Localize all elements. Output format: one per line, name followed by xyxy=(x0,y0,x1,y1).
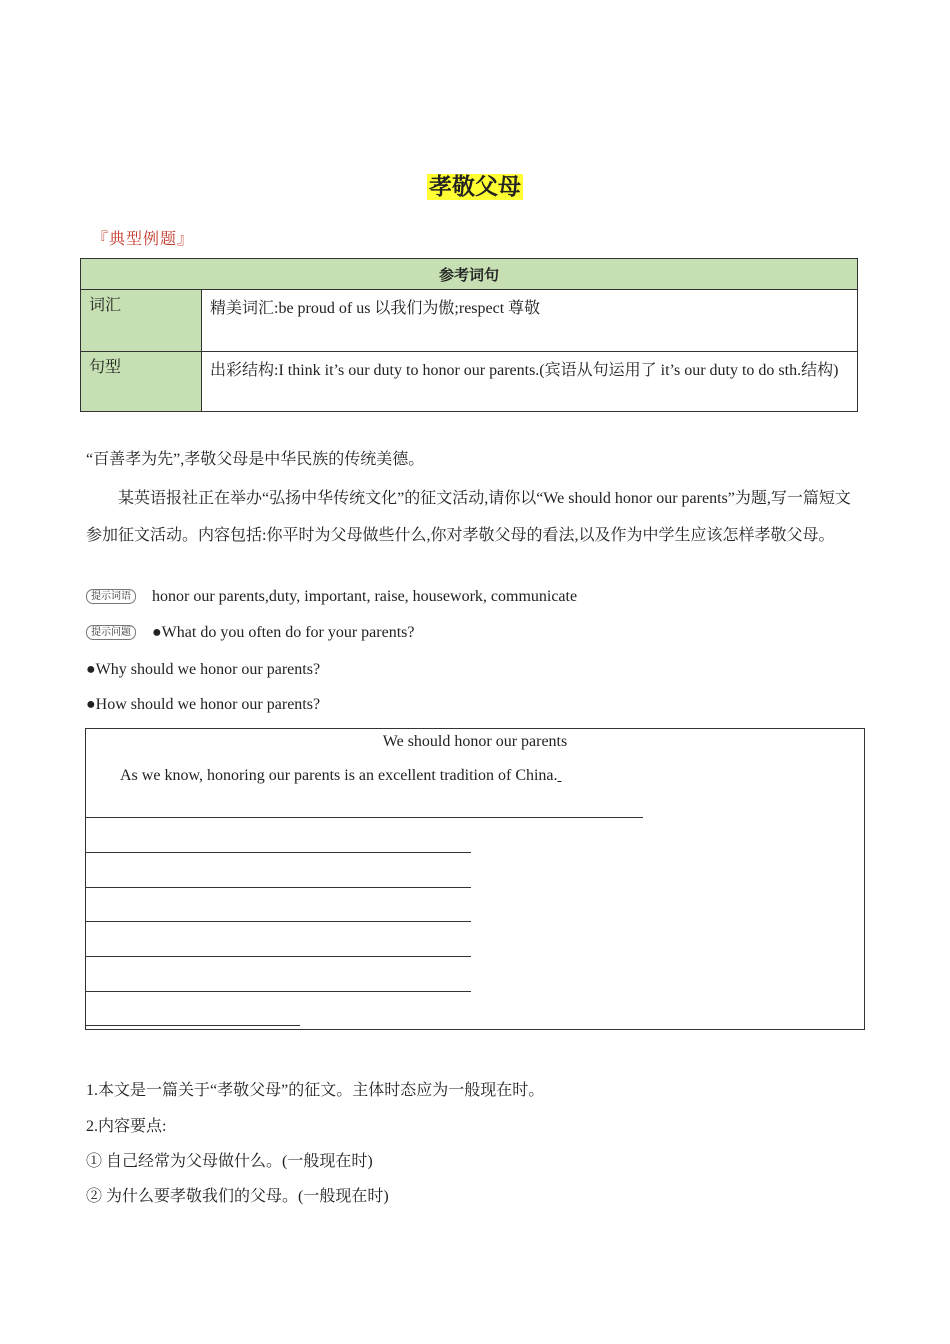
row-content-vocab: 精美词汇:be proud of us 以我们为傲;respect 尊敬 xyxy=(202,290,858,352)
reference-table xyxy=(80,258,858,412)
answer-line[interactable] xyxy=(86,921,471,922)
reference-table-header: 参考词句 xyxy=(81,259,858,290)
row-label-sentence: 句型 xyxy=(81,352,202,412)
essay-first-line: As we know, honoring our parents is an excellent tradition of China. xyxy=(120,767,558,784)
task-paragraph: 某英语报社正在举办“弘扬中华传统文化”的征文活动,请你以“We should honor our parents”为题,写一篇短文参加征文活动。内容包括:你平时为父母做些什么,你对孝敬父母的看法,以及作为中学生应该怎样孝敬父母。 xyxy=(86,490,851,544)
essay-title: We should honor our parents xyxy=(382,733,568,750)
writing-box[interactable] xyxy=(85,728,865,1030)
answer-line[interactable] xyxy=(86,852,471,853)
hint-questions-badge: 提示问题 xyxy=(86,625,136,640)
note-4: ② 为什么要孝敬我们的父母。(一般现在时) xyxy=(86,1188,389,1205)
hint-question-2: ●Why should we honor our parents? xyxy=(86,661,321,678)
answer-line[interactable] xyxy=(86,1025,300,1026)
hint-question-3: ●How should we honor our parents? xyxy=(86,696,321,713)
answer-line[interactable] xyxy=(86,887,471,888)
table-row xyxy=(81,352,858,412)
note-3: ① 自己经常为父母做什么。(一般现在时) xyxy=(86,1153,373,1170)
answer-line[interactable] xyxy=(86,817,643,818)
hint-words-badge: 提示词语 xyxy=(86,589,136,604)
hint-questions-line xyxy=(86,624,414,642)
answer-line[interactable] xyxy=(86,991,471,992)
row-content-sentence: 出彩结构:I think it’s our duty to honor our parents.(宾语从句运用了 it’s our duty to do sth.结构) xyxy=(202,352,858,412)
note-2: 2.内容要点: xyxy=(86,1118,167,1135)
table-row xyxy=(81,290,858,352)
intro-paragraph: “百善孝为先”,孝敬父母是中华民族的传统美德。 xyxy=(86,451,425,468)
hint-words-line xyxy=(86,588,577,606)
page-title: 孝敬父母 xyxy=(429,174,521,200)
hint-words-text: honor our parents,duty, important, raise, housework, communicate xyxy=(152,588,578,605)
row-label-vocab: 词汇 xyxy=(81,290,202,352)
note-1: 1.本文是一篇关于“孝敬父母”的征文。主体时态应为一般现在时。 xyxy=(86,1082,545,1099)
answer-line[interactable] xyxy=(86,956,471,957)
hint-question-1: ●What do you often do for your parents? xyxy=(152,624,415,641)
section-label: 『典型例题』 xyxy=(92,231,195,248)
